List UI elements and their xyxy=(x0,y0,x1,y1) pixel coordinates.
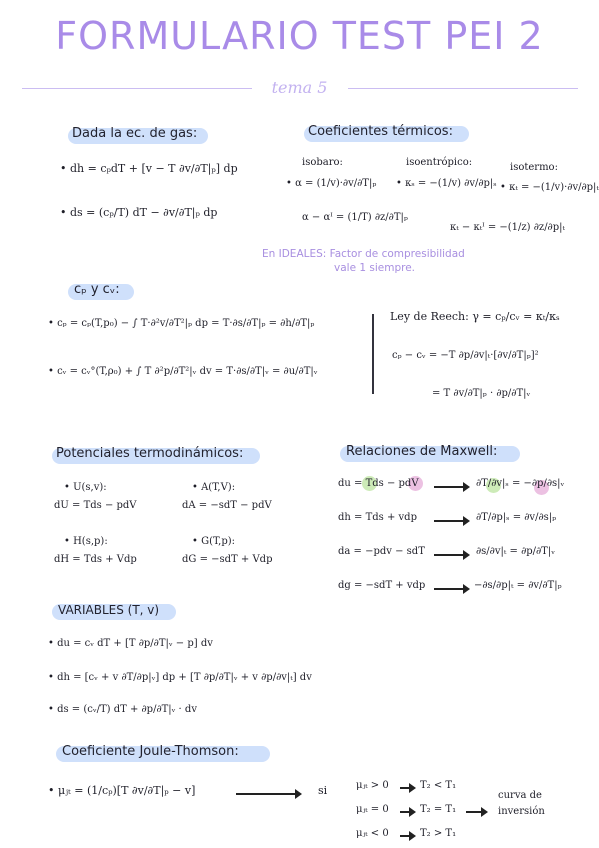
arrow-maxwell-2 xyxy=(434,520,468,522)
formula-dg: dG = −sdT + Vdp xyxy=(182,554,273,565)
arrow-joule xyxy=(236,793,300,795)
maxwell-left-3: da = −pdv − sdT xyxy=(338,546,425,557)
page-subtitle: tema 5 xyxy=(271,78,328,97)
jt-case1-result: T₂ < T₁ xyxy=(420,780,457,791)
jt-case3-condition: μⱼₜ < 0 xyxy=(356,828,389,839)
arrow-maxwell-3 xyxy=(434,554,468,556)
maxwell-right-4: −∂s/∂p|ₜ = ∂v/∂T|ₚ xyxy=(474,580,562,591)
formula-isoentropico: • κₛ = −(1/v) ∂v/∂p|ₛ xyxy=(396,178,497,189)
formula-cv: • cᵥ = cᵥ°(T,ρ₀) + ∫ T ∂²p/∂T²|ᵥ dv = T·∂s/∂T|ᵥ = ∂u/∂T|ᵥ xyxy=(48,366,318,377)
formula-joule-thomson: • μⱼₜ = (1/cₚ)[T ∂v/∂T|ₚ − v] xyxy=(48,784,196,797)
formula-isobaro: • α = (1/v)·∂v/∂T|ₚ xyxy=(286,178,377,189)
label-curva-line1: curva de xyxy=(498,790,542,801)
maxwell-left-1: du = Tds − pdV xyxy=(338,478,419,489)
jt-case2-result: T₂ = T₁ xyxy=(420,804,457,815)
formula-isobaro-ideal: α − αᴵ = (1/T) ∂z/∂T|ₚ xyxy=(302,212,408,223)
label-isoentropico: isoentrópico: xyxy=(406,157,473,168)
divider-vertical xyxy=(372,314,374,394)
formula-du: dU = Tds − pdV xyxy=(54,500,137,511)
formula-ds-gas: • ds = (cₚ/T) dT − ∂v/∂T|ₚ dp xyxy=(60,206,218,219)
arrow-jt-curva xyxy=(466,811,486,813)
section-heading-maxwell: Relaciones de Maxwell: xyxy=(346,444,498,459)
maxwell-left-4: dg = −sdT + vdp xyxy=(338,580,426,591)
label-g: • G(T,p): xyxy=(192,536,236,547)
label-u: • U(s,v): xyxy=(64,482,107,493)
section-heading-gas: Dada la ec. de gas: xyxy=(72,126,198,141)
formula-isotermo-ideal: κₜ − κₜᴵ = −(1/z) ∂z/∂p|ₜ xyxy=(450,222,565,233)
jt-case1-condition: μⱼₜ > 0 xyxy=(356,780,389,791)
label-curva-line2: inversión xyxy=(498,806,545,817)
maxwell-left-2: dh = Tds + vdp xyxy=(338,512,417,523)
arrow-maxwell-4 xyxy=(434,588,468,590)
arrow-jt-2 xyxy=(400,811,414,813)
section-heading-cpcv: cₚ y cᵥ: xyxy=(74,282,120,297)
formula-reech: Ley de Reech: γ = cₚ/cᵥ = κₜ/κₛ xyxy=(390,310,560,323)
label-isotermo: isotermo: xyxy=(510,162,558,173)
section-heading-coef: Coeficientes térmicos: xyxy=(308,124,453,139)
maxwell-right-2: ∂T/∂p|ₛ = ∂v/∂s|ₚ xyxy=(476,512,557,523)
formula-dh-tv: • dh = [cᵥ + v ∂T/∂p|ᵥ] dp + [T ∂p/∂T|ᵥ + v ∂p/∂v|ₜ] dv xyxy=(48,672,312,683)
formula-cp-minus-cv-2: = T ∂v/∂T|ₚ · ∂p/∂T|ᵥ xyxy=(432,388,531,399)
formula-dh: dH = Tds + Vdp xyxy=(54,554,137,565)
jt-case2-condition: μⱼₜ = 0 xyxy=(356,804,389,815)
arrow-jt-3 xyxy=(400,835,414,837)
label-h: • H(s,p): xyxy=(64,536,108,547)
formula-isotermo: • κₜ = −(1/v)·∂v/∂p|ₜ xyxy=(500,182,599,193)
jt-case3-result: T₂ > T₁ xyxy=(420,828,457,839)
label-a: • A(T,V): xyxy=(192,482,236,493)
label-si: si xyxy=(318,784,328,797)
formula-da: dA = −sdT − pdV xyxy=(182,500,272,511)
formula-cp: • cₚ = cₚ(T,p₀) − ∫ T·∂²v/∂T²|ₚ dp = T·∂s/∂T|ₚ = ∂h/∂T|ₚ xyxy=(48,318,315,329)
section-heading-potenciales: Potenciales termodinámicos: xyxy=(56,446,244,461)
formula-du-tv: • du = cᵥ dT + [T ∂p/∂T|ᵥ − p] dv xyxy=(48,638,213,649)
formula-ds-tv: • ds = (cᵥ/T) dT + ∂p/∂T|ᵥ · dv xyxy=(48,704,197,715)
section-heading-joule: Coeficiente Joule-Thomson: xyxy=(62,744,239,759)
note-ideales-line2: vale 1 siempre. xyxy=(334,262,416,274)
formula-cp-minus-cv: cₚ − cᵥ = −T ∂p/∂v|ₜ·[∂v/∂T|ₚ]² xyxy=(392,350,539,361)
arrow-maxwell-1 xyxy=(434,486,468,488)
formula-dh-gas: • dh = cₚdT + [v − T ∂v/∂T|ₚ] dp xyxy=(60,162,238,175)
label-isobaro: isobaro: xyxy=(302,157,343,168)
arrow-jt-1 xyxy=(400,787,414,789)
maxwell-right-3: ∂s/∂v|ₜ = ∂p/∂T|ᵥ xyxy=(476,546,555,557)
note-ideales-line1: En IDEALES: Factor de compresibilidad xyxy=(262,248,465,260)
page-title: FORMULARIO TEST PEI 2 xyxy=(55,14,544,58)
maxwell-right-1: ∂T/∂v|ₛ = −∂p/∂s|ᵥ xyxy=(476,478,565,489)
section-heading-variables: VARIABLES (T, v) xyxy=(58,603,160,617)
